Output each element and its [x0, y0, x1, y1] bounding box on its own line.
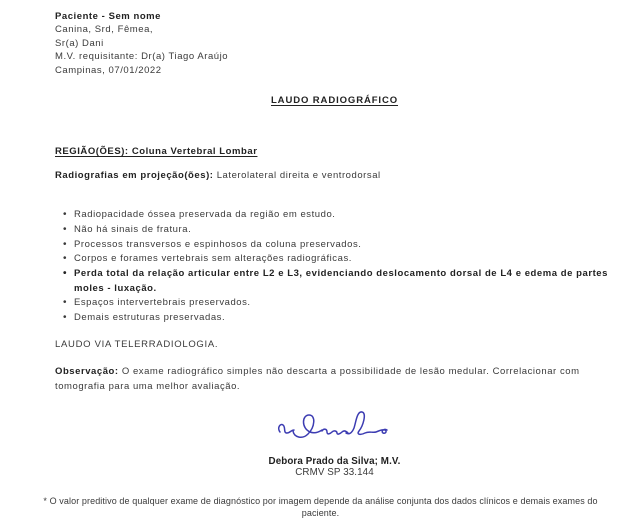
finding-item: [55, 252, 611, 267]
patient-city-date-line: Campinas, 07/01/2022: [55, 64, 162, 76]
signature-block: [55, 407, 614, 479]
projections-label: Radiografias em projeção(ões):: [55, 169, 214, 181]
projections-line: [55, 169, 614, 182]
finding-text: Espaços intervertebrais preservados.: [74, 297, 251, 309]
finding-item: [55, 223, 611, 238]
title-row: [55, 94, 614, 107]
finding-item: [55, 238, 611, 253]
region-heading: REGIÃO(ÕES): Coluna Vertebral Lombar: [55, 146, 258, 158]
observation-text: O exame radiográfico simples não descarta a possibilidade de lesão medular. Correlacionar com tomografia para uma melhor avaliação.: [55, 366, 580, 392]
footer-disclaimer: * O valor preditivo de qualquer exame de diagnóstico por imagem depende da análise conjunta dos dados clínicos e demais exames do paciente.: [43, 495, 598, 518]
observation-paragraph: [55, 365, 614, 394]
finding-text: Não há sinais de fratura.: [74, 223, 192, 235]
observation-label: Observação:: [55, 366, 119, 378]
finding-text: Processos transversos e espinhosos da coluna preservados.: [74, 238, 362, 250]
finding-text: Corpos e forames vertebrais sem alterações radiográficas.: [74, 253, 352, 265]
finding-item: [55, 296, 611, 311]
signature-scribble-icon: [274, 407, 396, 447]
finding-item-key-finding: [55, 267, 611, 296]
patient-species-line: Canina, Srd, Fêmea,: [55, 24, 154, 36]
findings-list: [55, 208, 611, 326]
patient-name-line: Paciente - Sem nome: [55, 11, 162, 22]
finding-text: Demais estruturas preservadas.: [74, 312, 226, 324]
signer-name: Debora Prado da Silva; M.V.: [268, 455, 401, 467]
finding-text: Perda total da relação articular entre L2 e L3, evidenciando deslocamento dorsal de L4 e edema de partes moles - luxação.: [74, 268, 608, 294]
finding-text: Radiopacidade óssea preservada da região em estudo.: [74, 209, 336, 221]
finding-item: [55, 311, 611, 326]
telerradiologia-line: LAUDO VIA TELERRADIOLOGIA.: [55, 338, 219, 350]
report-title: LAUDO RADIOGRÁFICO: [270, 95, 399, 107]
signer-registration: CRMV SP 33.144: [295, 467, 374, 479]
patient-header: [55, 10, 614, 77]
projections-value: Laterolateral direita e ventrodorsal: [216, 169, 381, 181]
patient-owner-line: Sr(a) Dani: [55, 37, 104, 49]
finding-item: [55, 208, 611, 223]
patient-requester-line: M.V. requisitante: Dr(a) Tiago Araújo: [55, 51, 229, 63]
